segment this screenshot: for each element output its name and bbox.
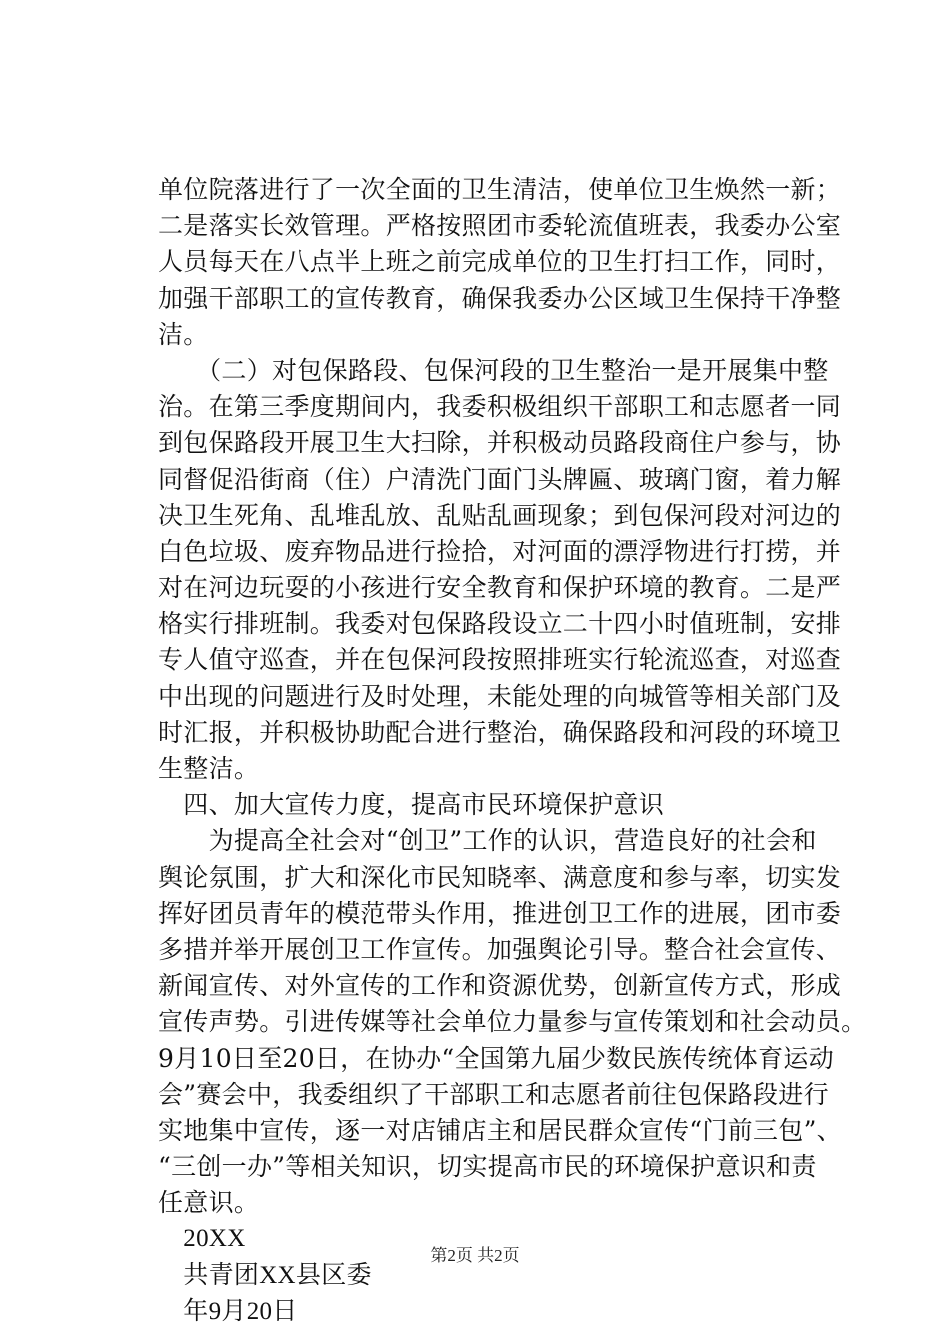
text-line: 9月10日至20日，在协办“全国第九届少数民族传统体育运动 [158, 1043, 835, 1073]
text-line: 同督促沿街商（住）户清洗门面门头牌匾、玻璃门窗，着力解 [158, 464, 842, 494]
text-line: 新闻宣传、对外宣传的工作和资源优势，创新宣传方式，形成 [158, 971, 842, 1001]
page-number-footer: 第2页 共2页 [430, 1246, 520, 1265]
text-line: 加强干部职工的宣传教育，确保我委办公区域卫生保持干净整 [158, 283, 842, 313]
text-line: 格实行排班制。我委对包保路段设立二十四小时值班制，安排 [158, 609, 842, 639]
text-line: 为提高全社会对“创卫”工作的认识，营造良好的社会和 [158, 826, 817, 856]
text-line: 实地集中宣传，逐一对店铺店主和居民群众宣传“门前三包”、 [158, 1115, 842, 1145]
section-heading: 四、加大宣传力度，提高市民环境保护意识 [158, 790, 665, 820]
text-line: 生整洁。 [158, 754, 260, 783]
text-line: 会”赛会中，我委组织了干部职工和志愿者前往包保路段进行 [158, 1079, 829, 1109]
text-line: 二是落实长效管理。严格按照团市委轮流值班表，我委办公室 [158, 211, 842, 241]
text-line: 到包保路段开展卫生大扫除，并积极动员路段商住户参与，协 [158, 428, 842, 458]
text-line: 挥好团员青年的模范带头作用，推进创卫工作的进展，团市委 [158, 898, 842, 928]
text-line: 专人值守巡查，并在包保河段按照排班实行轮流巡查，对巡查 [158, 645, 842, 675]
text-line: （二）对包保路段、包保河段的卫生整治一是开展集中整 [158, 355, 829, 385]
text-line: 洁。 [158, 319, 209, 349]
text-line: 决卫生死角、乱堆乱放、乱贴乱画现象；到包保河段对河边的 [158, 500, 842, 530]
signature-date: 年9月20日 [158, 1297, 298, 1325]
text-line: 宣传声势。引进传媒等社会单位力量参与宣传策划和社会动员。 [158, 1007, 867, 1037]
text-line: “三创一办”等相关知识，切实提高市民的环境保护意识和责 [158, 1152, 817, 1182]
signature-organization: 共青团XX县区委 [158, 1261, 372, 1289]
text-line: 单位院落进行了一次全面的卫生清洁，使单位卫生焕然一新； [158, 175, 842, 204]
body-text [158, 172, 867, 1330]
text-line: 对在河边玩耍的小孩进行安全教育和保护环境的教育。二是严 [158, 573, 842, 603]
text-line: 多措并举开展创卫工作宣传。加强舆论引导。整合社会宣传、 [158, 934, 842, 964]
text-line: 时汇报，并积极协助配合进行整治，确保路段和河段的环境卫 [158, 717, 842, 747]
text-line: 白色垃圾、废弃物品进行捡拾，对河面的漂浮物进行打捞，并 [158, 536, 842, 566]
text-line: 治。在第三季度期间内，我委积极组织干部职工和志愿者一同 [158, 392, 842, 422]
signature-year: 20XX [158, 1225, 246, 1253]
text-line: 中出现的问题进行及时处理，未能处理的向城管等相关部门及 [158, 681, 842, 711]
text-line: 任意识。 [158, 1188, 260, 1218]
text-line: 人员每天在八点半上班之前完成单位的卫生打扫工作，同时， [158, 247, 842, 277]
text-line: 舆论氛围，扩大和深化市民知晓率、满意度和参与率，切实发 [158, 862, 842, 892]
